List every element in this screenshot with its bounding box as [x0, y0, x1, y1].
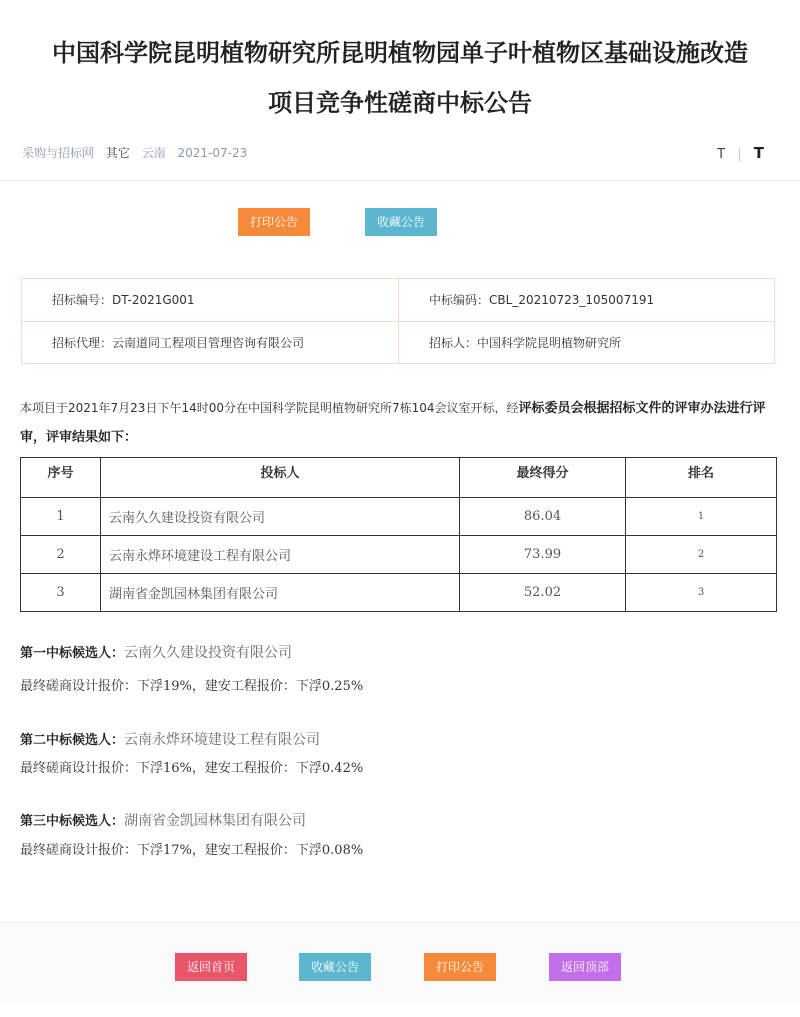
column-header: 最终得分 — [460, 458, 626, 498]
title-line-2: 项目竞争性磋商中标公告 — [268, 89, 532, 117]
column-header: 投标人 — [101, 458, 460, 498]
candidate-2: 第二中标候选人：云南永烨环境建设工程有限公司 — [20, 732, 321, 748]
meta-bar — [22, 143, 778, 163]
candidate-3-price: 最终磋商设计报价：下浮17%，建安工程报价：下浮0.08% — [20, 843, 364, 858]
font-size-toggle: T | T — [717, 144, 764, 162]
table-row: 2 云南永烨环境建设工程有限公司 73.99 2 — [21, 536, 777, 574]
page-title — [0, 28, 800, 128]
publish-date: 2021-07-23 — [177, 146, 248, 160]
print-button[interactable]: 打印公告 — [238, 208, 310, 236]
intro-text: 本项目于2021年7月23日下午14时00分在中国科学院昆明植物研究所7栋104会议室开标，经评标委员会根据招标文件的评审办法进行评审，评审结果如下： — [20, 401, 766, 445]
bid-agent: 招标代理：云南道同工程项目管理咨询有限公司 — [52, 336, 305, 350]
divider — [0, 180, 800, 181]
collect-button[interactable]: 收藏公告 — [365, 208, 437, 236]
font-small-button[interactable]: T — [717, 147, 726, 162]
candidate-2-price: 最终磋商设计报价：下浮16%，建安工程报价：下浮0.42% — [20, 761, 364, 776]
type-label: 其它 — [105, 146, 130, 160]
candidate-3: 第三中标候选人：湖南省金凯园林集团有限公司 — [20, 813, 307, 829]
back-to-top-button[interactable]: 返回顶部 — [549, 953, 621, 981]
footer-print-button[interactable]: 打印公告 — [424, 953, 496, 981]
column-header: 排名 — [626, 458, 777, 498]
award-number: 中标编码：CBL_20210723_105007191 — [429, 293, 655, 307]
font-large-button[interactable]: T — [753, 144, 764, 162]
footer — [0, 922, 800, 1003]
candidate-1-price: 最终磋商设计报价：下浮19%，建安工程报价：下浮0.25% — [20, 679, 364, 694]
result-table — [20, 457, 777, 612]
source-link[interactable]: 采购与招标网 — [22, 146, 95, 160]
footer-collect-button[interactable]: 收藏公告 — [299, 953, 371, 981]
table-row: 3 湖南省金凯园林集团有限公司 52.02 3 — [21, 574, 777, 612]
tenderer: 招标人：中国科学院昆明植物研究所 — [429, 336, 622, 350]
region-link[interactable]: 云南 — [141, 146, 166, 160]
title-line-1: 中国科学院昆明植物研究所昆明植物园单子叶植物区基础设施改造 — [52, 39, 748, 67]
candidate-1: 第一中标候选人：云南久久建设投资有限公司 — [20, 645, 293, 661]
info-box — [21, 278, 775, 364]
table-row: 1 云南久久建设投资有限公司 86.04 1 — [21, 498, 777, 536]
home-button[interactable]: 返回首页 — [175, 953, 247, 981]
column-header: 序号 — [21, 458, 101, 498]
bid-number: 招标编号：DT-2021G001 — [52, 293, 195, 307]
